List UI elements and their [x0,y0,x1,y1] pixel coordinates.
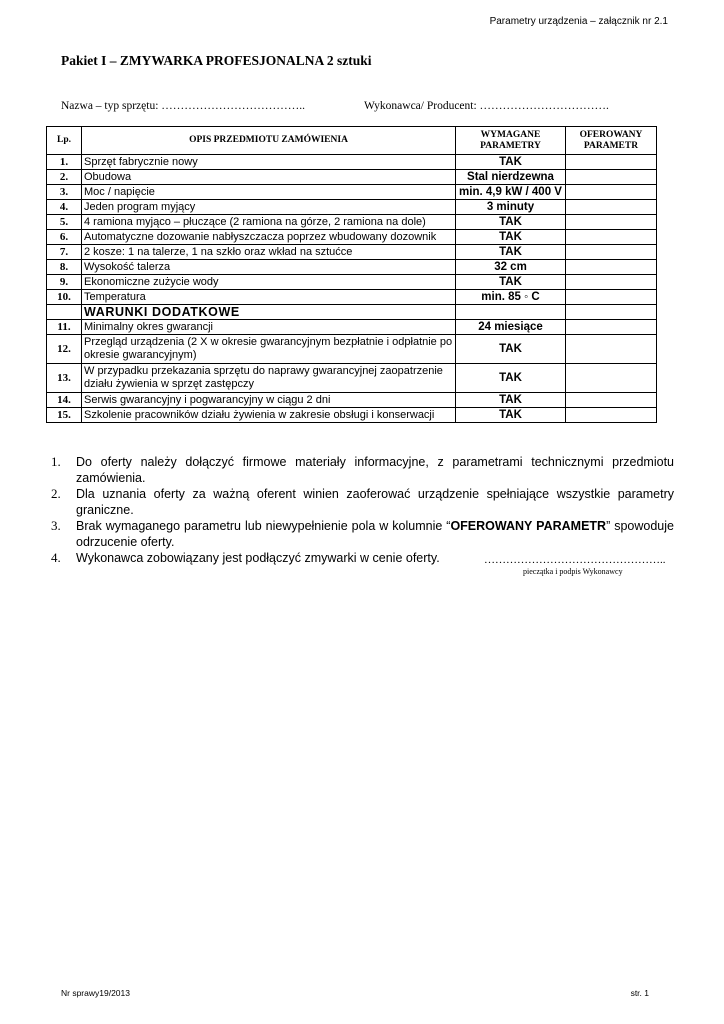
row-number: 10. [47,290,82,305]
note-text: Dla uznania oferty za ważną oferent winien zaoferować urządzenie spełniające wszystkie parametry graniczne. [76,487,674,517]
page-number: str. 1 [630,988,649,998]
note-number: 1. [51,454,61,469]
row-number: 4. [47,200,82,215]
row-number: 9. [47,275,82,290]
row-offered[interactable] [566,245,657,260]
note-item [46,486,674,518]
table-row [47,335,657,364]
table-row [47,290,657,305]
row-offered[interactable] [566,275,657,290]
row-number: 2. [47,170,82,185]
row-offered[interactable] [566,408,657,423]
row-required: 32 cm [456,260,566,275]
header-required: WYMAGANE PARAMETRY [456,127,566,155]
row-description: Wysokość talerza [82,260,456,275]
row-offered[interactable] [566,320,657,335]
table-row [47,408,657,423]
signature-label: pieczątka i podpis Wykonawcy [523,567,623,576]
row-required: TAK [456,335,566,364]
note-item [46,454,674,486]
row-description: Automatyczne dozowanie nabłyszczacza poprzez wbudowany dozownik [82,230,456,245]
row-offered[interactable] [566,215,657,230]
row-required: TAK [456,408,566,423]
spec-table [46,126,657,423]
row-offered[interactable] [566,393,657,408]
row-description: Ekonomiczne zużycie wody [82,275,456,290]
row-description: Szkolenie pracowników działu żywienia w zakresie obsługi i konserwacji [82,408,456,423]
row-required: TAK [456,364,566,393]
row-description: 2 kosze: 1 na talerze, 1 na szkło oraz wkład na sztućce [82,245,456,260]
header-lp: Lp. [47,127,82,155]
table-row [47,393,657,408]
attachment-header: Parametry urządzenia – załącznik nr 2.1 [489,16,668,27]
table-row [47,170,657,185]
table-row [47,245,657,260]
row-required: TAK [456,393,566,408]
name-line [61,100,661,112]
equipment-name-field: Nazwa – typ sprzętu: ……………………………….. [61,100,306,112]
page-title: Pakiet I – ZMYWARKA PROFESJONALNA 2 sztuki [61,53,372,68]
row-description: Temperatura [82,290,456,305]
row-number: 5. [47,215,82,230]
producer-field: Wykonawca/ Producent: ……………………………. [364,100,609,112]
row-description: 4 ramiona myjąco – płuczące (2 ramiona na górze, 2 ramiona na dole) [82,215,456,230]
row-description: Moc / napięcie [82,185,456,200]
row-description: Serwis gwarancyjny i pogwarancyjny w ciągu 2 dni [82,393,456,408]
table-row [47,200,657,215]
row-offered[interactable] [566,335,657,364]
header-description: OPIS PRZEDMIOTU ZAMÓWIENIA [82,127,456,155]
row-required: TAK [456,245,566,260]
table-row [47,185,657,200]
row-required: TAK [456,275,566,290]
note-text-end: ” spowoduje odrzucenie oferty. [76,519,674,549]
row-required: 24 miesiące [456,320,566,335]
row-description: Minimalny okres gwarancji [82,320,456,335]
row-required: min. 4,9 kW / 400 V [456,185,566,200]
row-number: 11. [47,320,82,335]
row-description: Przegląd urządzenia (2 X w okresie gwarancyjnym bezpłatnie i odpłatnie po okresie gwarancyjnym) [82,335,456,364]
row-number: 15. [47,408,82,423]
row-offered[interactable] [566,155,657,170]
row-required: TAK [456,155,566,170]
note-emphasis: OFEROWANY PARAMETR [450,519,607,533]
header-offered: OFEROWANY PARAMETR [566,127,657,155]
row-number: 14. [47,393,82,408]
note-item [46,518,674,550]
row-required: 3 minuty [456,200,566,215]
notes-list [46,454,674,566]
table-row [47,230,657,245]
row-number: 1. [47,155,82,170]
table-row [47,155,657,170]
row-offered[interactable] [566,364,657,393]
row-required: min. 85 ◦ C [456,290,566,305]
table-row [47,320,657,335]
note-text: Wykonawca zobowiązany jest podłączyć zmywarki w cenie oferty. [76,551,440,565]
row-number: 8. [47,260,82,275]
table-row [47,215,657,230]
row-offered[interactable] [566,290,657,305]
row-description: Jeden program myjący [82,200,456,215]
table-row [47,364,657,393]
row-required: TAK [456,230,566,245]
row-offered[interactable] [566,260,657,275]
row-offered[interactable] [566,230,657,245]
table-row [47,275,657,290]
note-number: 2. [51,486,61,501]
note-number: 4. [51,550,61,565]
row-number: 7. [47,245,82,260]
row-number: 13. [47,364,82,393]
note-text: Brak wymaganego parametru lub niewypełnienie pola w kolumnie “ [76,519,451,533]
row-description: Obudowa [82,170,456,185]
table-row [47,260,657,275]
row-required: Stal nierdzewna [456,170,566,185]
row-number: 3. [47,185,82,200]
case-number: Nr sprawy19/2013 [61,988,130,998]
row-required: TAK [456,215,566,230]
row-number: 6. [47,230,82,245]
row-description: W przypadku przekazania sprzętu do naprawy gwarancyjnej zaopatrzenie działu żywienia w sprzęt zastępczy [82,364,456,393]
signature-line: ………………………………………….. [484,554,666,566]
section-row [47,305,657,320]
row-offered[interactable] [566,170,657,185]
note-text: Do oferty należy dołączyć firmowe materiały informacyjne, z parametrami technicznymi przedmiotu zamówienia. [76,455,674,485]
section-heading: WARUNKI DODATKOWE [82,305,456,320]
note-number: 3. [51,518,61,533]
row-description: Sprzęt fabrycznie nowy [82,155,456,170]
row-offered[interactable] [566,185,657,200]
row-number: 12. [47,335,82,364]
row-offered[interactable] [566,200,657,215]
